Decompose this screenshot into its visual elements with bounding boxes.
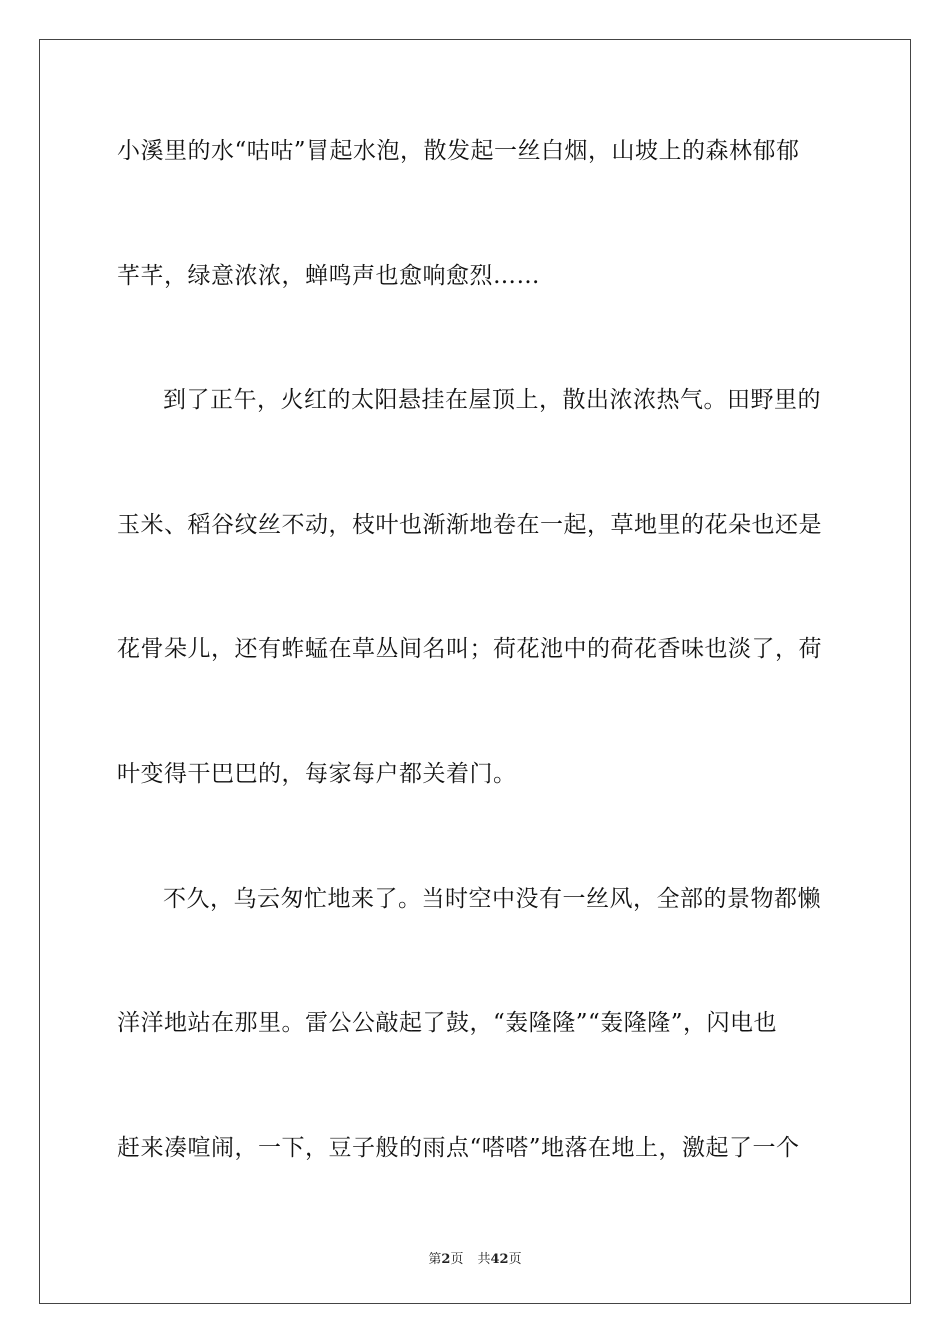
text-line-paragraph-start: 不久，乌云匆忙地来了。当时空中没有一丝风，全部的景物都懒 [163, 885, 821, 912]
text-line: 小溪里的水“咕咕”冒起水泡，散发起一丝白烟，山坡上的森林郁郁 [117, 138, 800, 164]
page-number: 2 [441, 1252, 451, 1267]
document-body [117, 127, 837, 1248]
text-line: 芊芊，绿意浓浓，蝉鸣声也愈响愈烈…… [117, 262, 540, 289]
page-suffix: 页 [450, 1252, 464, 1267]
page-footer [0, 1248, 950, 1267]
total-prefix: 共 [477, 1252, 491, 1267]
total-pages: 42 [490, 1252, 509, 1267]
text-line-paragraph-start: 到了正午，火红的太阳悬挂在屋顶上，散出浓浓热气。田野里的 [163, 387, 821, 414]
text-line: 叶变得干巴巴的，每家每户都关着门。 [117, 760, 517, 787]
total-suffix: 页 [508, 1252, 522, 1267]
text-line: 赶来凑喧闹，一下，豆子般的雨点“嗒嗒”地落在地上，激起了一个 [117, 1134, 800, 1161]
text-line: 玉米、稻谷纹丝不动，枝叶也渐渐地卷在一起，草地里的花朵也还是 [117, 511, 822, 538]
text-line: 洋洋地站在那里。雷公公敲起了鼓，“轰隆隆”“轰隆隆”，闪电也 [117, 1010, 778, 1037]
text-line: 花骨朵儿，还有蚱蜢在草丛间名叫；荷花池中的荷花香味也淡了，荷 [117, 636, 822, 663]
page-prefix: 第 [428, 1252, 442, 1267]
